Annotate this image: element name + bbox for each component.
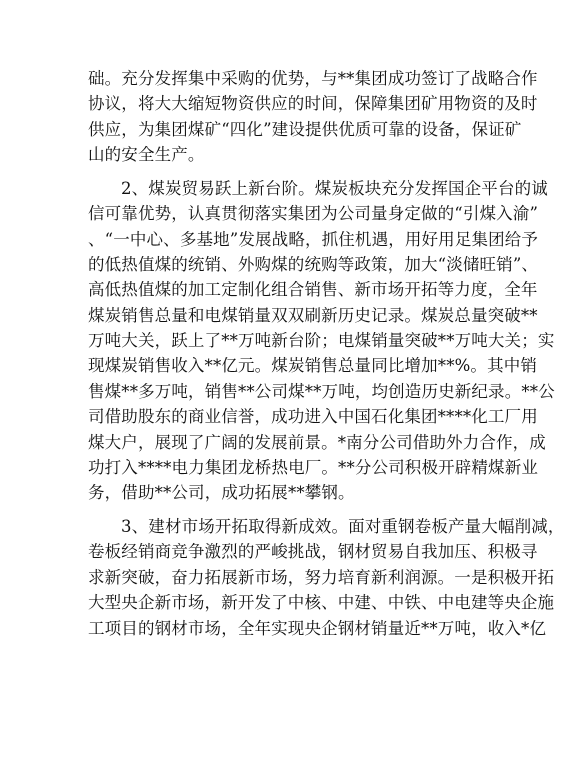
- text-line: 、“一中心、多基地”发展战略，抓住机遇，用好用足集团给予: [88, 229, 539, 249]
- text-line: 售煤**多万吨，销售**公司煤**万吨，均创造历史新纪录。**公: [88, 381, 555, 401]
- text-line: 山的安全生产。: [88, 145, 205, 165]
- text-line: 协议，将大大缩短物资供应的时间，保障集团矿用物资的及时: [88, 94, 538, 114]
- paragraph-procurement: [88, 66, 538, 168]
- text-line: 万吨大关，跃上了**万吨新台阶；电煤销量突破**万吨大关；实: [88, 331, 555, 351]
- text-line: 大型央企新市场，新开发了中核、中建、中铁、中电建等央企施: [88, 593, 555, 613]
- paragraph-building-materials: [88, 514, 565, 641]
- text-line: 求新突破，奋力拓展新市场，努力培育新利润源。一是积极开拓: [88, 567, 555, 587]
- text-line: 高低热值煤的加工定制化组合销售、新市场开拓等力度，全年: [88, 280, 538, 300]
- text-line: 工项目的钢材市场，全年实现央企钢材销量近**万吨，收入*亿: [88, 618, 547, 638]
- text-line: 现煤炭销售收入**亿元。煤炭销售总量同比增加**%。其中销: [88, 356, 538, 376]
- text-line: 础。充分发挥集中采购的优势，与**集团成功签订了战略合作: [88, 69, 538, 88]
- text-line: 3、建材市场开拓取得新成效。面对重钢卷板产量大幅削减，: [121, 517, 565, 537]
- text-line: 务，借助**公司，成功拓展**攀钢。: [88, 483, 355, 503]
- text-line: 2、煤炭贸易跃上新台阶。煤炭板块充分发挥国企平台的诚: [121, 178, 548, 198]
- text-line: 的低热值煤的统销、外购煤的统购等政策，加大“淡储旺销”、: [88, 254, 539, 274]
- text-line: 司借助股东的商业信誉，成功进入中国石化集团****化工厂用: [88, 407, 538, 427]
- paragraph-coal-trade: [88, 176, 555, 506]
- text-line: 功打入****电力集团龙桥热电厂。**分公司积极开辟精煤新业: [88, 458, 538, 478]
- text-line: 供应，为集团煤矿“四化”建设提供优质可靠的设备，保证矿: [88, 119, 522, 139]
- text-line: 信可靠优势，认真贯彻落实集团为公司量身定做的“引煤入渝”: [88, 204, 539, 224]
- text-line: 卷板经销商竞争激烈的严峻挑战，钢材贸易自我加压、积极寻: [88, 542, 538, 562]
- text-line: 煤大户，展现了广阔的发展前景。*南分公司借助外力合作，成: [88, 432, 546, 452]
- document-page: [88, 66, 565, 641]
- text-line: 煤炭销售总量和电煤销量双双刷新历史记录。煤炭总量突破**: [88, 305, 538, 325]
